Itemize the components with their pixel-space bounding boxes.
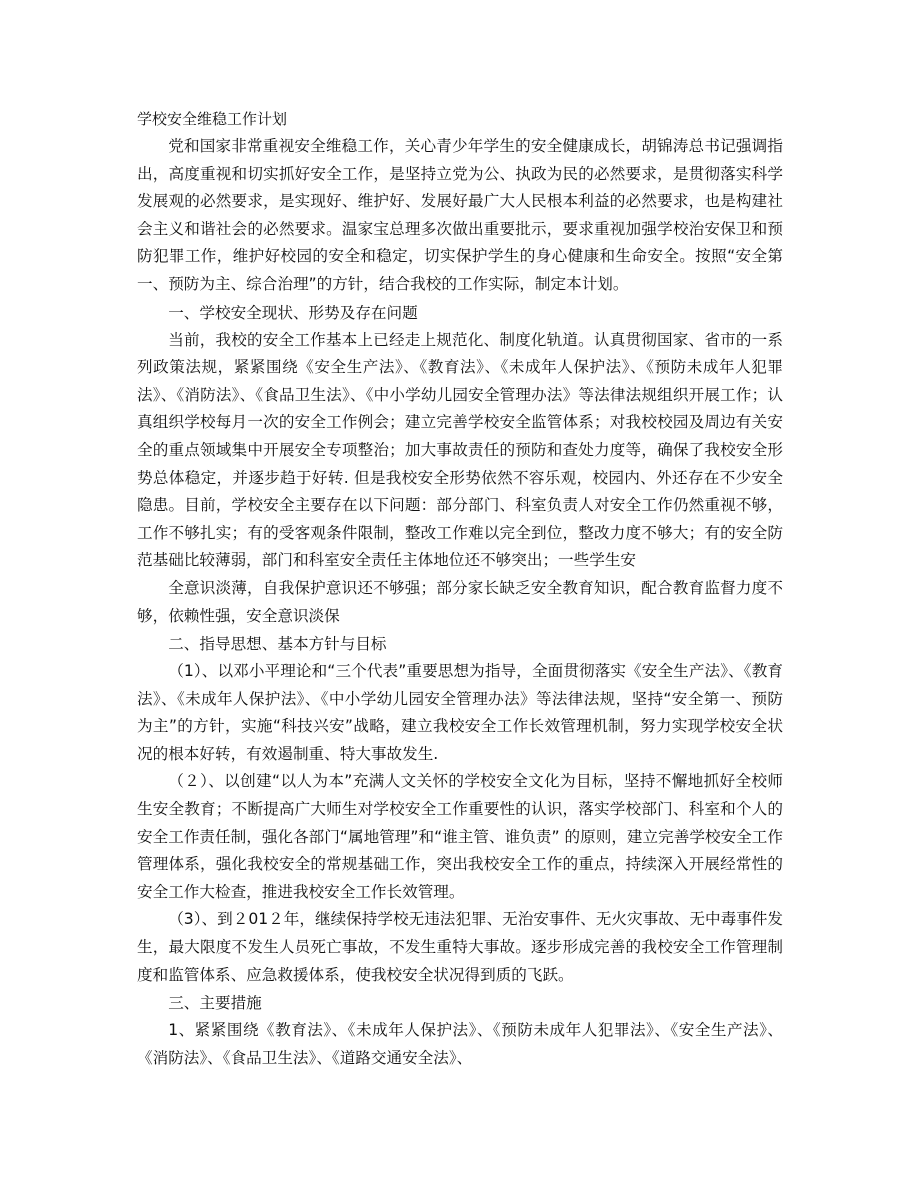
section-1-heading: 一、学校安全现状、形势及存在问题 (168, 303, 418, 322)
document-body (137, 106, 783, 1072)
section-2-item-3: （3）、到２01２年，继续保持学校无违法犯罪、无治安事件、无火灾事故、无中毒事件发生，最大限度不发生人员死亡事故，不发生重特大事故。逐步形成完善的我校安全工作管理制度和监管体系、应急救援体系，使我校安全状况得到质的飞跃。 (137, 910, 783, 984)
section-3-heading: 三、主要措施 (168, 994, 262, 1013)
section-3-item-1: 1、紧紧围绕《教育法》、《未成年人保护法》、《预防未成年人犯罪法》、《安全生产法》、《消防法》、《食品卫生法》、《道路交通安全法》、 (137, 1021, 783, 1067)
section-2-item-2: （２）、以创建“以人为本”充满人文关怀的学校安全文化为目标，坚持不懈地抓好全校师生安全教育；不断提高广大师生对学校安全工作重要性的认识，落实学校部门、科室和个人的安全工作责任制，强化各部门“属地管理”和“谁主管、谁负责” 的原则，建立完善学校安全工作管理体系，强化我校安全的常规基础工作，突出我校安全工作的重点，持续深入开展经常性的安全工作大检查，推进我校安全工作长效管理。 (137, 772, 783, 901)
document-title: 学校安全维稳工作计划 (137, 110, 288, 128)
intro-paragraph: 党和国家非常重视安全维稳工作，关心青少年学生的安全健康成长，胡锦涛总书记强调指出，高度重视和切实抓好安全工作，是坚持立党为公、执政为民的必然要求，是贯彻落实科学发展观的必然要求，是实现好、维护好、发展好最广大人民根本利益的必然要求，也是构建社会主义和谐社会的必然要求。温家宝总理多次做出重要批示，要求重视加强学校治安保卫和预防犯罪工作，维护好校园的安全和稳定，切实保护学生的身心健康和生命安全。按照“安全第一、预防为主、综合治理”的方针，结合我校的工作实际，制定本计划。 (137, 137, 783, 293)
section-1-paragraph-1: 当前，我校的安全工作基本上已经走上规范化、制度化轨道。认真贯彻国家、省市的一系列政策法规，紧紧围绕《安全生产法》、《教育法》、《未成年人保护法》、《预防未成年人犯罪法》、《消防法》、《食品卫生法》、《中小学幼儿园安全管理办法》等法律法规组织开展工作；认真组织学校每月一次的安全工作例会；建立完善学校安全监管体系；对我校校园及周边有关安全的重点领域集中开展安全专项整治；加大事故责任的预防和查处力度等，确保了我校安全形势总体稳定，并逐步趋于好转. 但是我校安全形势依然不容乐观，校园内、外还存在不少安全隐患。目前，学校安全主要存在以下问题：部分部门、科室负责人对安全工作仍然重视不够，工作不够扎实；有的受客观条件限制，整改工作难以完全到位，整改力度不够大；有的安全防范基础比较薄弱，部门和科室安全责任主体地位还不够突出；一些学生安 (137, 330, 783, 570)
section-2-item-1: （1）、以邓小平理论和“三个代表”重要思想为指导，全面贯彻落实《安全生产法》、《教育法》、《未成年人保护法》、《中小学幼儿园安全管理办法》等法律法规，坚持“安全第一、预防为主”的方针，实施“科技兴安”战略，建立我校安全工作长效管理机制，努力实现学校安全状况的根本好转，有效遏制重、特大事故发生. (137, 662, 783, 763)
section-2-heading: 二、指导思想、基本方针与目标 (168, 635, 387, 654)
section-1-paragraph-2: 全意识淡薄，自我保护意识还不够强；部分家长缺乏安全教育知识，配合教育监督力度不够，依赖性强，安全意识淡保 (137, 578, 783, 625)
